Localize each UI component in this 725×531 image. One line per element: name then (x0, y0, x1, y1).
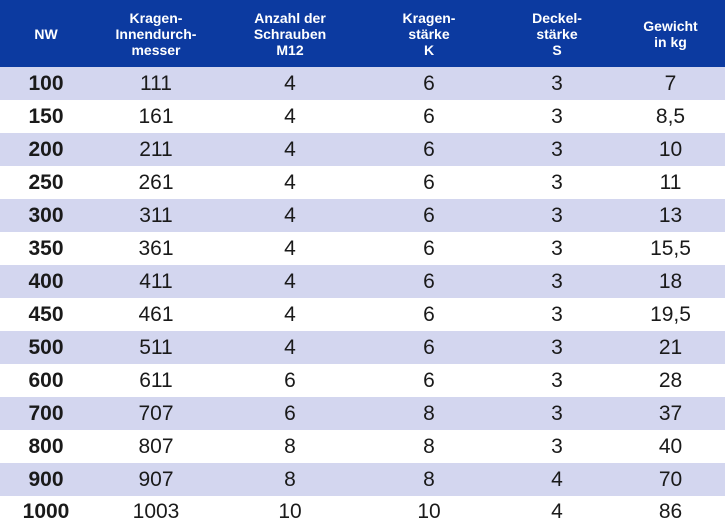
cell-deckelstaerke: 3 (551, 171, 563, 194)
cell-deckelstaerke: 3 (551, 72, 563, 95)
cell-kragenstaerke: 6 (423, 237, 435, 260)
table-body (0, 67, 725, 526)
cell-kragenstaerke: 6 (423, 336, 435, 359)
cell-schrauben: 8 (284, 435, 296, 458)
cell-schrauben: 4 (284, 171, 296, 194)
cell-deckelstaerke: 3 (551, 270, 563, 293)
table-row (0, 67, 725, 100)
cell-innendurchmesser: 461 (138, 303, 174, 326)
cell-innendurchmesser: 907 (138, 468, 174, 491)
cell-deckelstaerke: 3 (551, 435, 563, 458)
cell-innendurchmesser: 611 (139, 369, 173, 392)
cell-nw: 500 (28, 336, 64, 359)
header-kragenstaerke: Kragen- stärke K (402, 9, 456, 58)
cell-gewicht: 10 (658, 138, 683, 161)
cell-kragenstaerke: 6 (423, 72, 435, 95)
cell-schrauben: 4 (284, 105, 296, 128)
cell-gewicht: 11 (659, 171, 682, 194)
table-row (0, 496, 725, 526)
cell-nw: 600 (28, 369, 64, 392)
cell-deckelstaerke: 4 (551, 499, 563, 523)
cell-kragenstaerke: 6 (423, 105, 435, 128)
cell-kragenstaerke: 6 (423, 204, 435, 227)
cell-kragenstaerke: 8 (423, 402, 435, 425)
cell-schrauben: 4 (284, 138, 296, 161)
header-anzahl-schrauben: Anzahl der Schrauben M12 (253, 9, 327, 58)
cell-innendurchmesser: 311 (139, 204, 173, 227)
cell-schrauben: 4 (284, 237, 296, 260)
cell-gewicht: 28 (658, 369, 683, 392)
cell-innendurchmesser: 707 (138, 402, 174, 425)
cell-schrauben: 4 (284, 303, 296, 326)
table-row (0, 397, 725, 430)
header-kragen-innendurchmesser: Kragen- Innendurch- messer (115, 9, 197, 58)
cell-deckelstaerke: 4 (551, 468, 563, 491)
cell-deckelstaerke: 3 (551, 105, 563, 128)
cell-gewicht: 18 (658, 270, 683, 293)
cell-kragenstaerke: 8 (423, 435, 435, 458)
cell-gewicht: 7 (664, 72, 677, 95)
cell-innendurchmesser: 211 (139, 138, 173, 161)
cell-innendurchmesser: 511 (139, 336, 173, 359)
header-nw: NW (34, 25, 58, 42)
cell-gewicht: 86 (658, 499, 683, 523)
cell-kragenstaerke: 6 (423, 138, 435, 161)
cell-nw: 150 (28, 105, 64, 128)
cell-nw: 350 (28, 237, 64, 260)
cell-nw: 1000 (22, 499, 70, 523)
cell-schrauben: 6 (284, 369, 296, 392)
table-row (0, 199, 725, 232)
table-row (0, 232, 725, 265)
cell-kragenstaerke: 6 (423, 303, 435, 326)
cell-kragenstaerke: 6 (423, 270, 435, 293)
cell-deckelstaerke: 3 (551, 237, 563, 260)
cell-innendurchmesser: 111 (140, 72, 172, 95)
cell-nw: 800 (28, 435, 64, 458)
table-row (0, 265, 725, 298)
cell-deckelstaerke: 3 (551, 336, 563, 359)
cell-gewicht: 37 (658, 402, 683, 425)
header-deckelstaerke: Deckel- stärke S (532, 9, 582, 58)
cell-gewicht: 8,5 (655, 105, 686, 128)
cell-nw: 450 (28, 303, 64, 326)
cell-schrauben: 4 (284, 336, 296, 359)
table-row (0, 463, 725, 496)
cell-schrauben: 4 (284, 204, 296, 227)
cell-nw: 900 (28, 468, 64, 491)
table-row (0, 298, 725, 331)
table-row (0, 133, 725, 166)
cell-nw: 700 (28, 402, 64, 425)
cell-schrauben: 4 (284, 270, 296, 293)
cell-schrauben: 4 (284, 72, 296, 95)
cell-deckelstaerke: 3 (551, 402, 563, 425)
table-row (0, 430, 725, 463)
cell-kragenstaerke: 6 (423, 369, 435, 392)
table-row (0, 364, 725, 397)
cell-innendurchmesser: 261 (138, 171, 174, 194)
cell-gewicht: 13 (658, 204, 683, 227)
cell-schrauben: 8 (284, 468, 296, 491)
cell-nw: 400 (28, 270, 64, 293)
cell-innendurchmesser: 161 (138, 105, 174, 128)
table-row (0, 166, 725, 199)
cell-innendurchmesser: 361 (138, 237, 174, 260)
cell-deckelstaerke: 3 (551, 138, 563, 161)
cell-gewicht: 19,5 (650, 303, 691, 326)
header-gewicht: Gewicht in kg (643, 17, 698, 50)
cell-schrauben: 6 (284, 402, 296, 425)
cell-deckelstaerke: 3 (551, 303, 563, 326)
cell-kragenstaerke: 10 (417, 499, 441, 523)
cell-innendurchmesser: 1003 (132, 499, 180, 523)
cell-kragenstaerke: 6 (423, 171, 435, 194)
cell-gewicht: 70 (658, 468, 683, 491)
cell-gewicht: 40 (658, 435, 683, 458)
cell-schrauben: 10 (278, 499, 302, 523)
cell-innendurchmesser: 411 (139, 270, 173, 293)
cell-innendurchmesser: 807 (138, 435, 174, 458)
cell-deckelstaerke: 3 (551, 369, 563, 392)
cell-nw: 300 (28, 204, 64, 227)
cell-kragenstaerke: 8 (423, 468, 435, 491)
table-row (0, 100, 725, 133)
cell-nw: 100 (28, 72, 64, 95)
table-header (0, 0, 725, 67)
cell-gewicht: 15,5 (650, 237, 691, 260)
cell-deckelstaerke: 3 (551, 204, 563, 227)
cell-nw: 250 (28, 171, 64, 194)
table-row (0, 331, 725, 364)
cell-nw: 200 (28, 138, 64, 161)
cell-gewicht: 21 (658, 336, 683, 359)
